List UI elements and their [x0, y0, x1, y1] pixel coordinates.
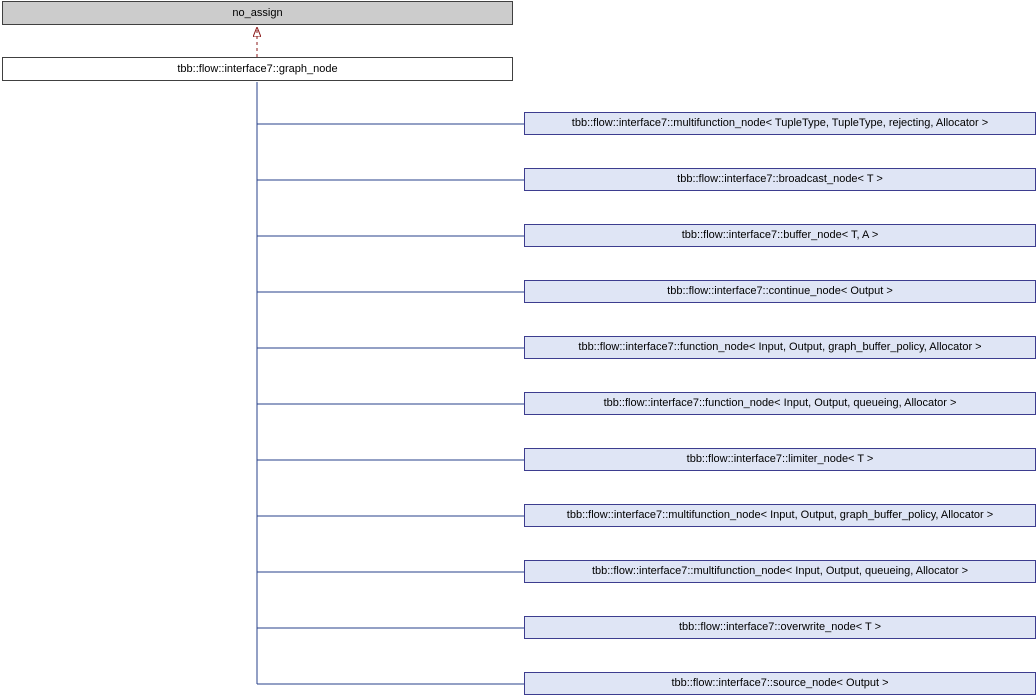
- node-label: tbb::flow::interface7::continue_node< Output >: [667, 285, 893, 298]
- node-buffer-node[interactable]: [524, 224, 1036, 247]
- node-source-node[interactable]: [524, 672, 1036, 695]
- node-label: tbb::flow::interface7::limiter_node< T >: [686, 453, 874, 466]
- node-label: no_assign: [232, 6, 283, 19]
- node-broadcast-node[interactable]: [524, 168, 1036, 191]
- node-label: tbb::flow::interface7::multifunction_node< Input, Output, graph_buffer_policy, Allocator >: [566, 509, 994, 522]
- node-label: tbb::flow::interface7::buffer_node< T, A >: [681, 229, 879, 242]
- node-label: tbb::flow::interface7::multifunction_node< Input, Output, queueing, Allocator >: [591, 565, 969, 578]
- node-label: tbb::flow::interface7::overwrite_node< T >: [679, 621, 881, 634]
- node-overwrite-node[interactable]: [524, 616, 1036, 639]
- node-label: tbb::flow::interface7::broadcast_node< T >: [677, 173, 883, 186]
- node-multifunction-node-graph-buffer-policy[interactable]: [524, 504, 1036, 527]
- node-label: tbb::flow::interface7::function_node< Input, Output, queueing, Allocator >: [603, 397, 957, 410]
- node-graph-node[interactable]: [2, 57, 513, 81]
- node-function-node-queueing[interactable]: [524, 392, 1036, 415]
- node-label: tbb::flow::interface7::function_node< Input, Output, graph_buffer_policy, Allocator >: [578, 341, 982, 354]
- node-continue-node[interactable]: [524, 280, 1036, 303]
- node-label: tbb::flow::interface7::multifunction_node< TupleType, TupleType, rejecting, Allocator >: [571, 117, 989, 130]
- node-label: tbb::flow::interface7::graph_node: [177, 62, 338, 75]
- node-no-assign[interactable]: [2, 1, 513, 25]
- node-limiter-node[interactable]: [524, 448, 1036, 471]
- node-multifunction-node-tupletype[interactable]: [524, 112, 1036, 135]
- node-function-node-graph-buffer-policy[interactable]: [524, 336, 1036, 359]
- node-multifunction-node-queueing[interactable]: [524, 560, 1036, 583]
- node-label: tbb::flow::interface7::source_node< Output >: [671, 677, 889, 690]
